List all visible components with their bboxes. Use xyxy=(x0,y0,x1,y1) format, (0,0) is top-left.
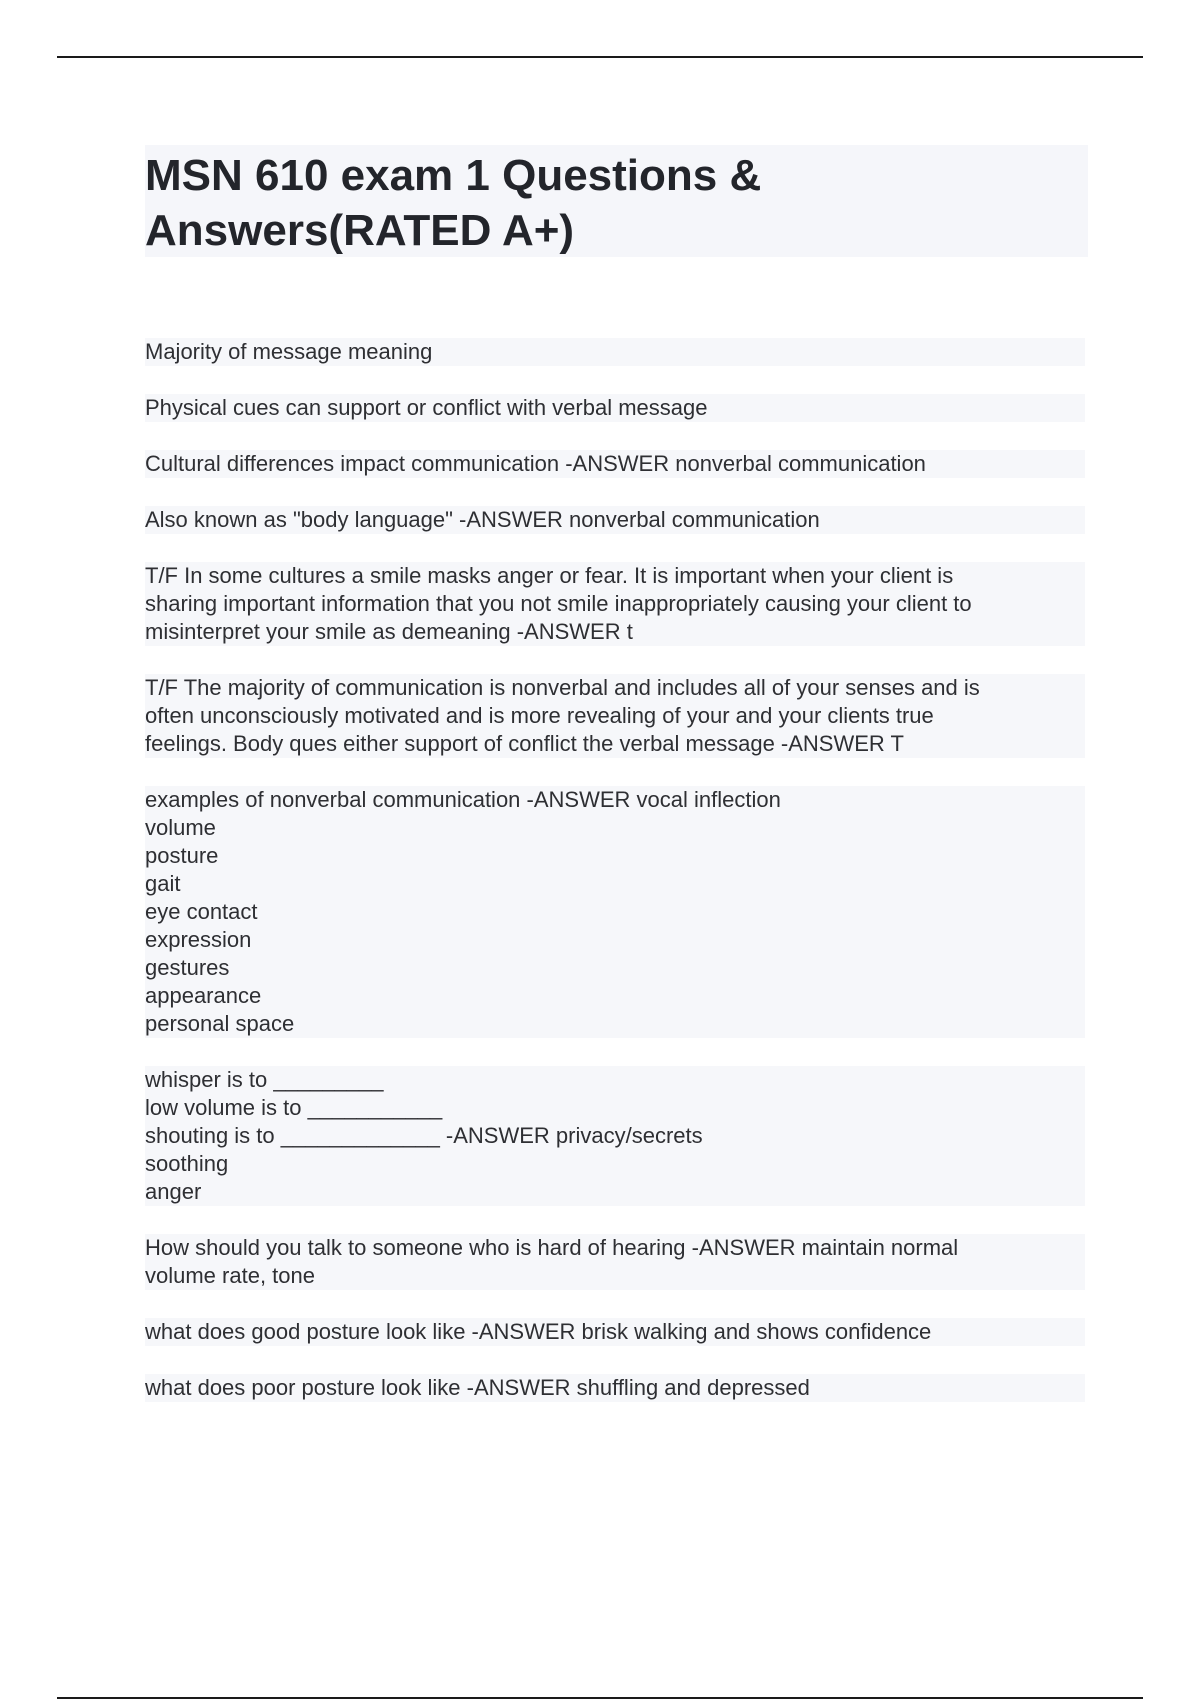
qa-line: Cultural differences impact communication -ANSWER nonverbal communication xyxy=(145,450,1085,478)
qa-line: low volume is to ___________ xyxy=(145,1094,1085,1122)
qa-line: shouting is to _____________ -ANSWER privacy/secrets xyxy=(145,1122,1085,1150)
qa-line: gait xyxy=(145,870,1085,898)
top-rule xyxy=(57,56,1143,58)
qa-line: T/F In some cultures a smile masks anger or fear. It is important when your client is xyxy=(145,562,1085,590)
qa-line: what does good posture look like -ANSWER brisk walking and shows confidence xyxy=(145,1318,1085,1346)
document-title: MSN 610 exam 1 Questions & Answers(RATED A+) xyxy=(145,151,762,255)
qa-entry-4 xyxy=(145,506,1085,534)
qa-entry-8 xyxy=(145,1066,1085,1206)
qa-line: T/F The majority of communication is nonverbal and includes all of your senses and is xyxy=(145,674,1085,702)
bottom-rule xyxy=(57,1697,1143,1699)
qa-line: appearance xyxy=(145,982,1085,1010)
qa-line: eye contact xyxy=(145,898,1085,926)
qa-entry-5 xyxy=(145,562,1085,646)
qa-line: Majority of message meaning xyxy=(145,338,1085,366)
qa-entry-3 xyxy=(145,450,1085,478)
qa-line: personal space xyxy=(145,1010,1085,1038)
qa-line: what does poor posture look like -ANSWER shuffling and depressed xyxy=(145,1374,1085,1402)
qa-line: anger xyxy=(145,1178,1085,1206)
qa-entry-7 xyxy=(145,786,1085,1038)
qa-line: expression xyxy=(145,926,1085,954)
qa-line: feelings. Body ques either support of conflict the verbal message -ANSWER T xyxy=(145,730,1085,758)
qa-entry-10 xyxy=(145,1318,1085,1346)
qa-entry-9 xyxy=(145,1234,1085,1290)
qa-line: posture xyxy=(145,842,1085,870)
qa-line: Physical cues can support or conflict with verbal message xyxy=(145,394,1085,422)
qa-line: soothing xyxy=(145,1150,1085,1178)
qa-line: often unconsciously motivated and is more revealing of your and your clients true xyxy=(145,702,1085,730)
qa-line: sharing important information that you not smile inappropriately causing your client to xyxy=(145,590,1085,618)
qa-line: whisper is to _________ xyxy=(145,1066,1085,1094)
qa-line: volume rate, tone xyxy=(145,1262,1085,1290)
qa-line: Also known as "body language" -ANSWER nonverbal communication xyxy=(145,506,1085,534)
qa-entry-2 xyxy=(145,394,1085,422)
qa-entry-6 xyxy=(145,674,1085,758)
qa-line: examples of nonverbal communication -ANSWER vocal inflection xyxy=(145,786,1085,814)
qa-line: How should you talk to someone who is hard of hearing -ANSWER maintain normal xyxy=(145,1234,1085,1262)
qa-line: gestures xyxy=(145,954,1085,982)
qa-line: misinterpret your smile as demeaning -ANSWER t xyxy=(145,618,1085,646)
qa-entry-1 xyxy=(145,338,1085,366)
qa-entry-11 xyxy=(145,1374,1085,1402)
qa-line: volume xyxy=(145,814,1085,842)
qa-list xyxy=(145,338,1085,1430)
